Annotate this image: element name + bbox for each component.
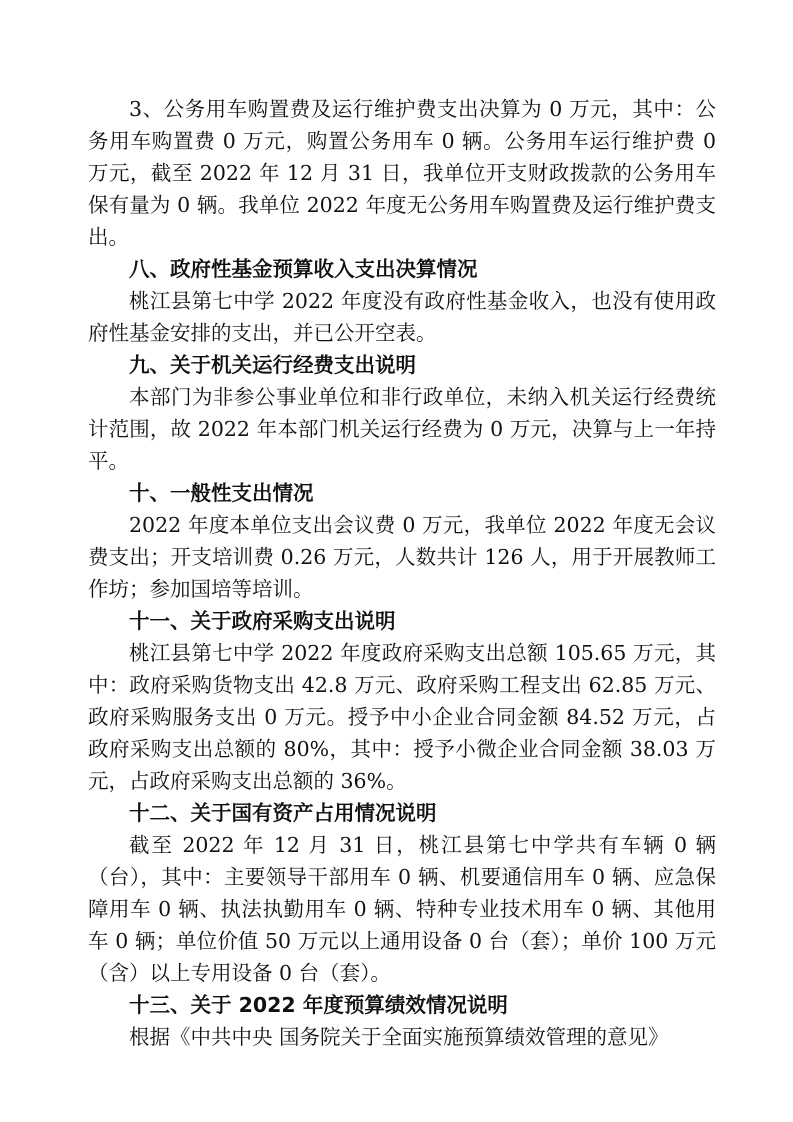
- paragraph-vehicle-expense: 3、公务用车购置费及运行维护费支出决算为 0 万元，其中：公务用车购置费 0 万元，购置公务用车 0 辆。公务用车运行维护费 0 万元，截至 2022 年 12 月 31 日，我单位开支财政拨款的公务用车保有量为 0 辆。我单位 2022 年度无公务用车购置费及运行维护费支出。: [88, 97, 716, 249]
- heading-budget-performance: 十三、关于 2022 年度预算绩效情况说明: [129, 993, 508, 1017]
- paragraph-government-procurement: 桃江县第七中学 2022 年度政府采购支出总额 105.65 万元，其中：政府采购货物支出 42.8 万元、政府采购工程支出 62.85 万元、政府采购服务支出 0 万元。授予中小企业合同金额 84.52 万元，占政府采购支出总额的 80%，其中：授予小微企业合同金额 38.03 万元，占政府采购支出总额的 36%。: [88, 641, 716, 793]
- heading-state-assets: 十二、关于国有资产占用情况说明: [129, 801, 437, 825]
- document-body: [88, 93, 716, 1053]
- paragraph-budget-performance: 根据《中共中央 国务院关于全面实施预算绩效管理的意见》: [129, 1025, 669, 1049]
- paragraph-general-expense: 2022 年度本单位支出会议费 0 万元，我单位 2022 年度无会议费支出；开支培训费 0.26 万元，人数共计 126 人，用于开展教师工作坊；参加国培等培训。: [88, 513, 716, 601]
- heading-government-fund: 八、政府性基金预算收入支出决算情况: [129, 257, 478, 281]
- paragraph-government-fund: 桃江县第七中学 2022 年度没有政府性基金收入，也没有使用政府性基金安排的支出，并已公开空表。: [88, 289, 716, 345]
- heading-agency-operating-expense: 九、关于机关运行经费支出说明: [129, 353, 416, 377]
- paragraph-agency-operating-expense: 本部门为非参公事业单位和非行政单位，未纳入机关运行经费统计范围，故 2022 年本部门机关运行经费为 0 万元，决算与上一年持平。: [88, 385, 716, 473]
- heading-general-expense: 十、一般性支出情况: [129, 481, 314, 505]
- heading-government-procurement: 十一、关于政府采购支出说明: [129, 609, 396, 633]
- paragraph-state-assets: 截至 2022 年 12 月 31 日，桃江县第七中学共有车辆 0 辆（台），其中：主要领导干部用车 0 辆、机要通信用车 0 辆、应急保障用车 0 辆、执法执勤用车 0 辆、特种专业技术用车 0 辆、其他用车 0 辆；单位价值 50 万元以上通用设备 0 台（套）；单价 100 万元（含）以上专用设备 0 台（套）。: [88, 833, 716, 985]
